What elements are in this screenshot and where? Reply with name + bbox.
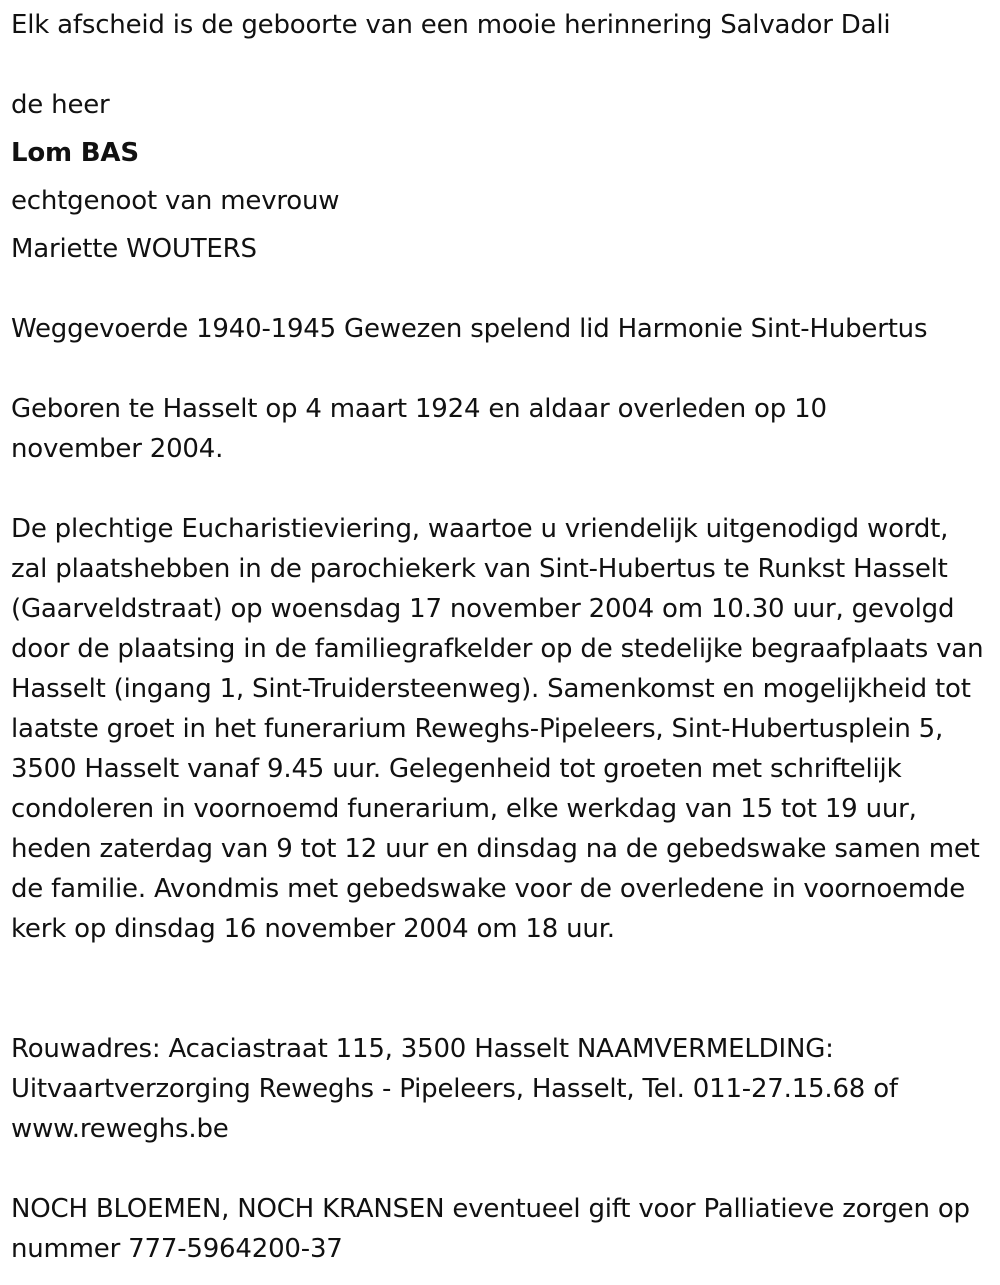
birth-death-paragraph: Geboren te Hasselt op 4 maart 1924 en aldaar overleden op 10 november 2004. <box>11 394 827 464</box>
notes-text: Weggevoerde 1940-1945 Gewezen spelend lid Harmonie Sint-Hubertus <box>11 314 928 344</box>
flowers-paragraph: NOCH BLOEMEN, NOCH KRANSEN eventueel gift voor Palliatieve zorgen op nummer 777-5964200-37 <box>11 1194 970 1264</box>
address-paragraph: Rouwadres: Acaciastraat 115, 3500 Hasselt NAAMVERMELDING: Uitvaartverzorging Reweghs - Pipeleers, Hasselt, Tel. 011-27.15.68 of www.reweghs.be <box>11 1034 898 1144</box>
deceased-name: Lom BAS <box>11 138 139 168</box>
quote-text: Elk afscheid is de geboorte van een mooie herinnering Salvador Dali <box>11 10 891 40</box>
relation-text: echtgenoot van mevrouw <box>11 186 340 216</box>
spouse-name: Mariette WOUTERS <box>11 234 257 264</box>
salutation-text: de heer <box>11 90 110 120</box>
ceremony-paragraph: De plechtige Eucharistieviering, waartoe u vriendelijk uitgenodigd wordt, zal plaatshebben in de parochiekerk van Sint-Hubertus te Runkst Hasselt (Gaarveldstraat) op woensdag 17 november 2004 om 10.30 uur, gevolgd door de plaatsing in de familiegrafkelder op de stedelijke begraafplaats van Hasselt (ingang 1, Sint-Truidersteenweg). Samenkomst en mogelijkheid tot laatste groet in het funerarium Reweghs-Pipeleers, Sint-Hubertusplein 5, 3500 Hasselt vanaf 9.45 uur. Gelegenheid tot groeten met schriftelijk condoleren in voornoemd funerarium, elke werkdag van 15 tot 19 uur, heden zaterdag van 9 tot 12 uur en dinsdag na de gebedswake samen met de familie. Avondmis met gebedswake voor de overledene in voornoemde kerk op dinsdag 16 november 2004 om 18 uur. <box>11 514 984 944</box>
